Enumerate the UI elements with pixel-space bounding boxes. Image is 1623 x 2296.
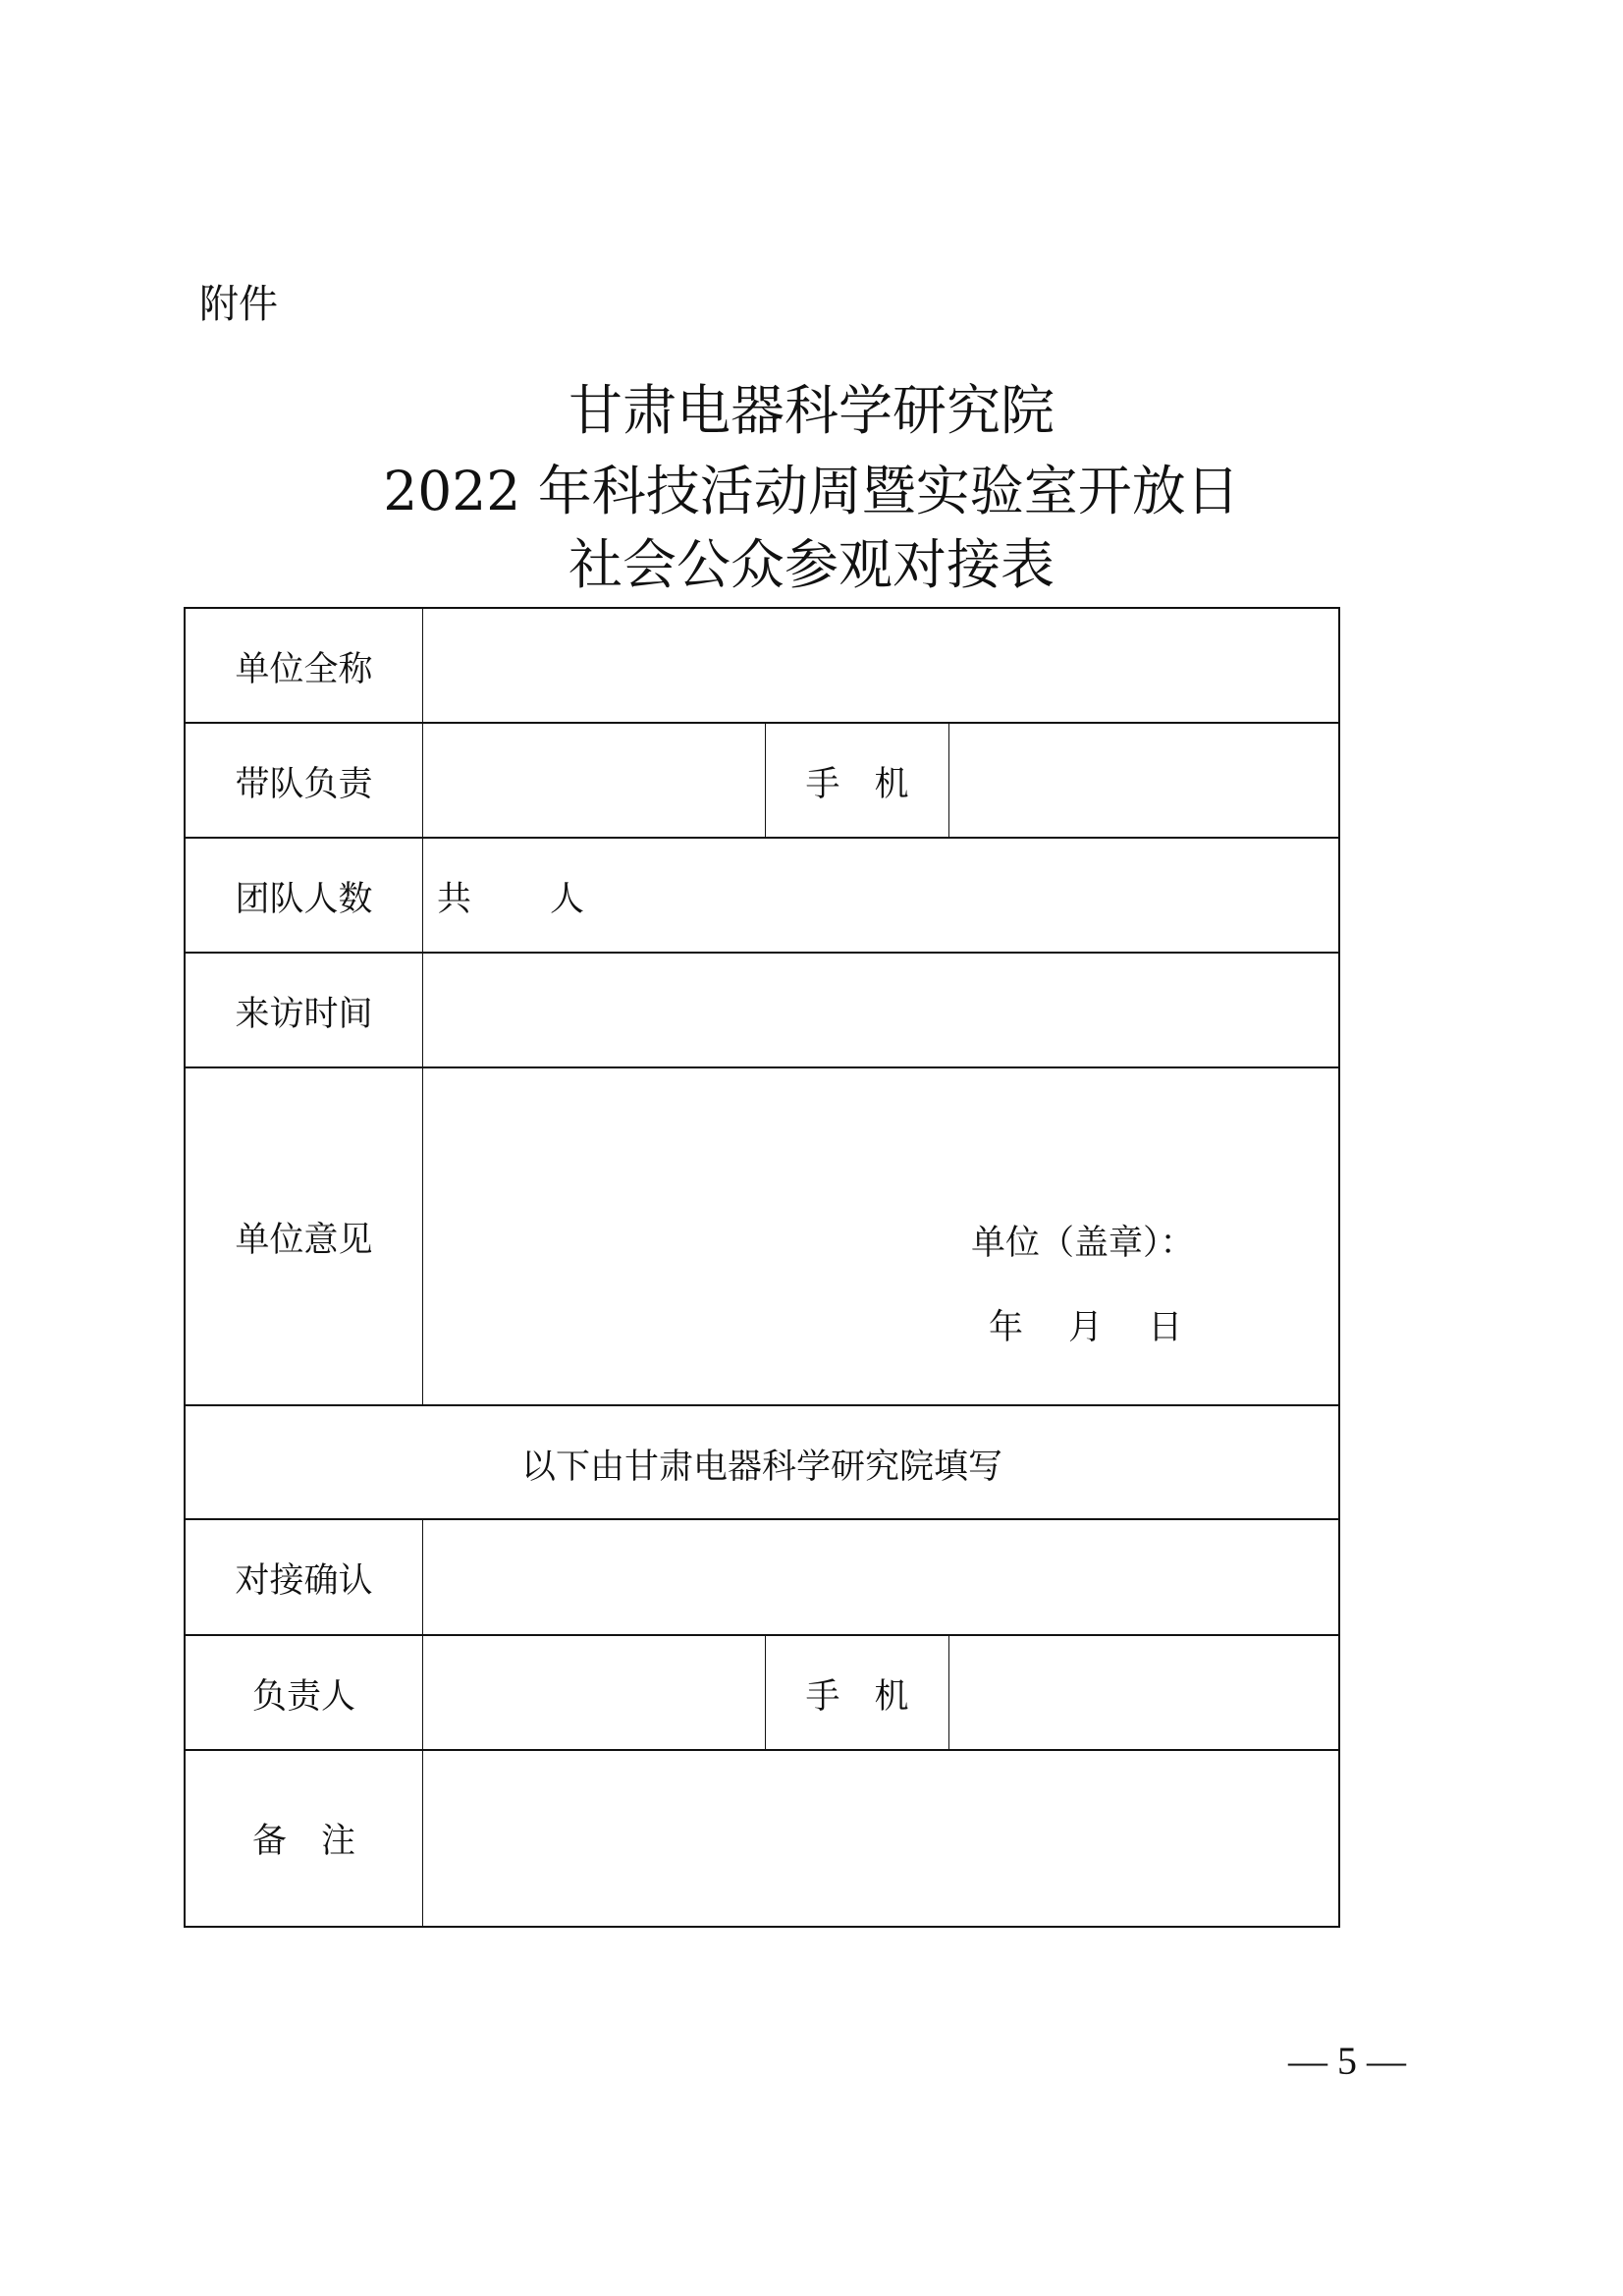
section-header: 以下由甘肃电器科学研究院填写 — [520, 1447, 1002, 1487]
person-phone-field[interactable] — [949, 1636, 1338, 1751]
seal-label: 单位（盖章）： — [971, 1224, 1195, 1263]
row-team-size — [186, 837, 1338, 954]
leader-label: 带队负责 — [186, 724, 423, 839]
confirmation-label: 对接确认 — [186, 1520, 423, 1636]
remarks-field[interactable] — [423, 1751, 1338, 1926]
date-label: 年 月 日 — [989, 1308, 1183, 1347]
remarks-label: 备 注 — [186, 1751, 423, 1926]
attachment-label: 附件 — [199, 282, 278, 327]
row-section-header — [186, 1404, 1338, 1521]
unit-name-field[interactable] — [423, 609, 1338, 724]
visit-form-table — [184, 607, 1340, 1928]
team-size-suffix: 人 — [550, 879, 585, 919]
team-size-label: 团队人数 — [186, 839, 423, 954]
visit-time-field[interactable] — [423, 954, 1338, 1068]
row-unit-name — [186, 609, 1338, 724]
team-size-prefix: 共 — [437, 879, 472, 919]
unit-name-label: 单位全称 — [186, 609, 423, 724]
title-form: 社会公众参观对接表 — [568, 533, 1055, 596]
person-phone-label: 手 机 — [765, 1636, 949, 1751]
row-leader — [186, 722, 1338, 839]
leader-name-field[interactable] — [423, 724, 765, 839]
row-unit-opinion — [186, 1066, 1338, 1406]
page-number: — 5 — — [1288, 2039, 1406, 2083]
person-in-charge-label: 负责人 — [186, 1636, 423, 1751]
title-institute: 甘肃电器科学研究院 — [568, 379, 1055, 442]
title-event: 2022 年科技活动周暨实验室开放日 — [383, 460, 1240, 522]
person-in-charge-field[interactable] — [423, 1636, 765, 1751]
row-person-in-charge — [186, 1634, 1338, 1751]
unit-opinion-label: 单位意见 — [186, 1068, 423, 1406]
leader-phone-label: 手 机 — [765, 724, 949, 839]
row-remarks — [186, 1749, 1338, 1926]
confirmation-field[interactable] — [423, 1520, 1338, 1636]
row-visit-time — [186, 952, 1338, 1068]
row-confirmation — [186, 1518, 1338, 1636]
unit-opinion-field[interactable] — [423, 1068, 1338, 1406]
visit-time-label: 来访时间 — [186, 954, 423, 1068]
leader-phone-field[interactable] — [949, 724, 1338, 839]
team-size-field[interactable] — [423, 839, 1338, 954]
